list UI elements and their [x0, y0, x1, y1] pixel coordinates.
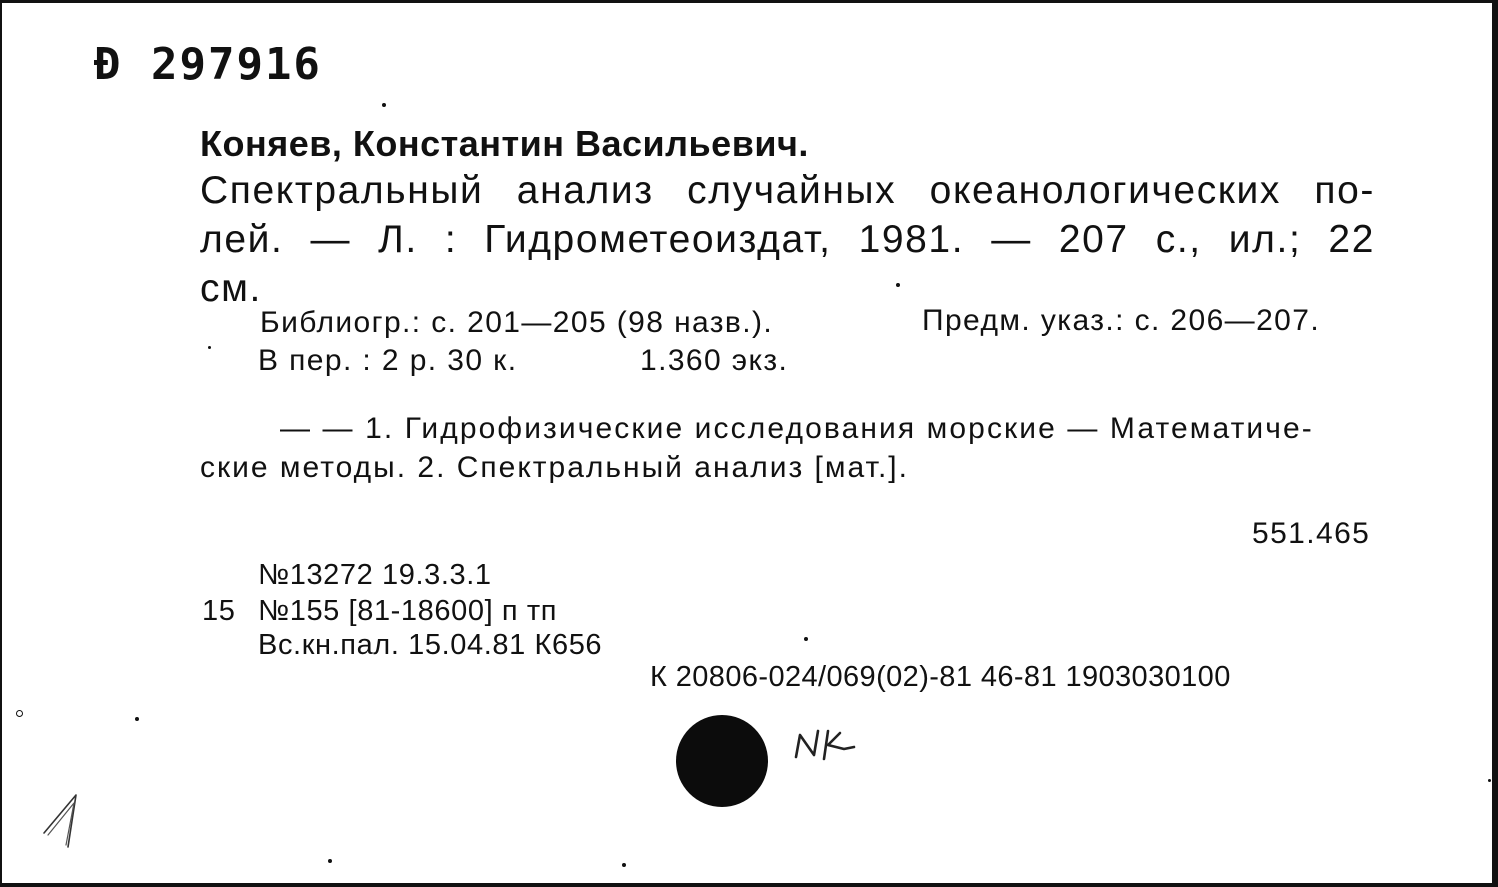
- speck: [804, 637, 808, 641]
- bibliography-note: Библиогр.: с. 201—205 (98 назв.).: [260, 306, 774, 339]
- title-line: Спектральный анализ случайных океанологических по-: [200, 169, 1375, 212]
- catalog-number: №13272 19.3.3.1: [258, 559, 492, 591]
- speck: [382, 103, 386, 107]
- registry-line: Вс.кн.пал. 15.04.81 К656: [258, 629, 603, 661]
- author-heading: Коняев, Константин Васильевич.: [200, 123, 809, 164]
- speck: [328, 859, 332, 863]
- speck: [135, 717, 139, 721]
- index-code: К 20806-024/069(02)-81 46-81 1903030100: [650, 661, 1231, 693]
- speck: [896, 283, 900, 287]
- speck: [1488, 779, 1491, 782]
- handwritten-mark-one: [38, 789, 88, 851]
- row-prefix: 15: [202, 595, 236, 627]
- copies-note: 1.360 экз.: [640, 344, 789, 377]
- speck: [16, 710, 23, 717]
- subject-index-note: Предм. указ.: с. 206—207.: [922, 304, 1321, 337]
- udc-number: 551.465: [1252, 517, 1371, 550]
- punch-hole: [676, 715, 768, 807]
- subject-headings-line: ские методы. 2. Спектральный анализ [мат.].: [200, 451, 909, 484]
- card-number: Ð 297916: [94, 39, 322, 90]
- subject-headings-line: — — 1. Гидрофизические исследования морские — Математиче-: [280, 412, 1314, 445]
- title-line: см.: [200, 267, 262, 310]
- title-line: лей. — Л. : Гидрометеоиздат, 1981. — 207 с., ил.; 22: [200, 218, 1375, 261]
- speck: [208, 346, 211, 349]
- speck: [622, 863, 626, 867]
- price-note: В пер. : 2 р. 30 к.: [258, 344, 518, 377]
- order-number: №155 [81-18600] п тп: [258, 595, 558, 627]
- title-statement: [200, 166, 1375, 313]
- handwritten-initials-nk: [792, 725, 862, 765]
